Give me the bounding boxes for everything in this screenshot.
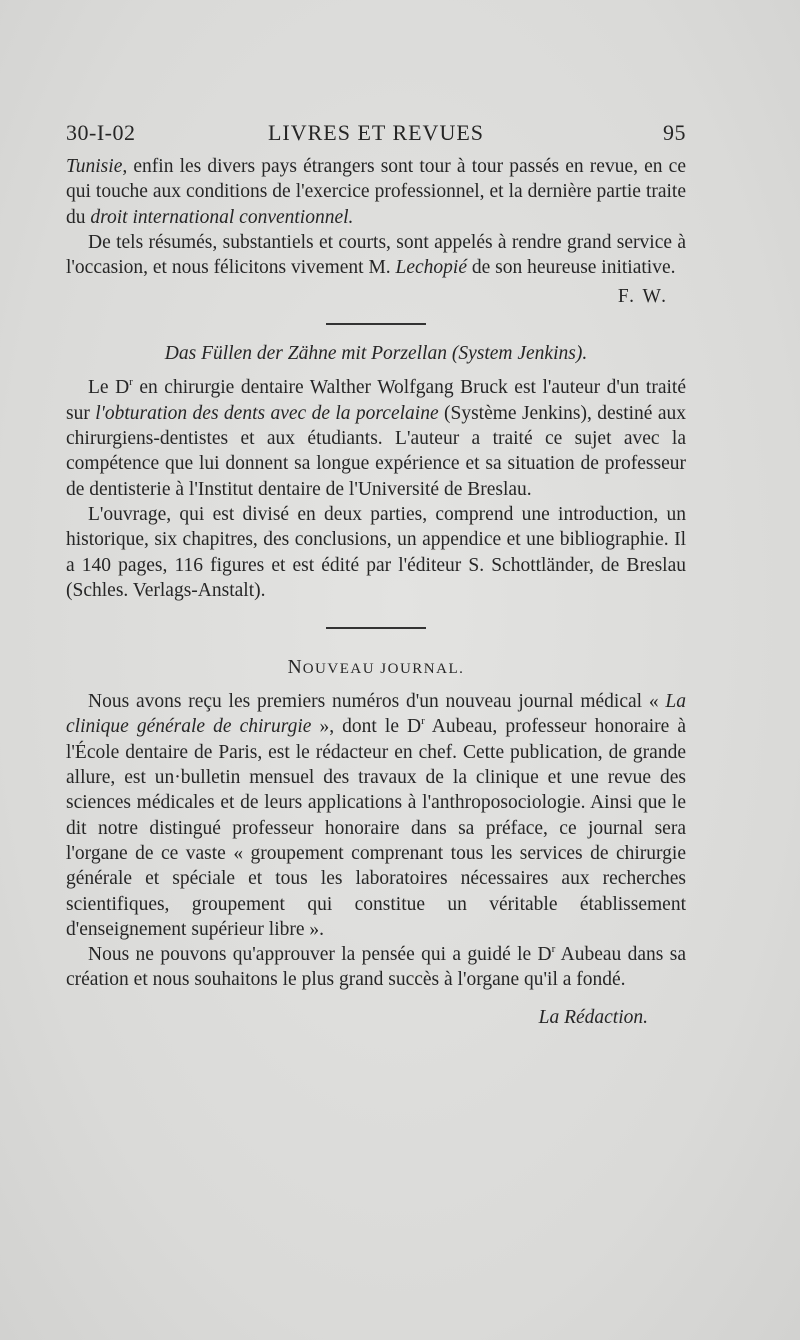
section-title — [66, 341, 686, 366]
running-header — [66, 120, 686, 154]
paragraph-text: Aubeau, professeur honoraire à l'École dentaire de Paris, est le rédacteur en chef. Cette publication, de grande allure, est un·bulletin mensuel des travaux de la clinique et une revue des sciences médicales et de leurs applications à l'anthroposociologie. Ainsi que le dit notre distingué professeur honoraire dans sa préface, ce journal sera l'organe de ce vaste « groupement comprenant tous les services de chirurgie générale et spéciale et tous les laboratoires nécessaires aux recherches scientifiques, groupement qui constitue un véritable établissement d'enseignement supérieur libre ». — [66, 716, 687, 940]
paragraph-text: en chirurgie dentaire Walther Wolfgang Bruck est l'auteur d'un traité sur — [66, 377, 686, 424]
header-date: 30-I-02 — [66, 120, 136, 145]
paragraph-text: Nous avons reçu les premiers numéros d'un nouveau journal médical « — [88, 691, 666, 713]
paragraph-text: enfin les divers pays étrangers sont tour à tour passés en revue, en ce qui touche aux conditions de l'exercice professionnel, et la dernière partie traite du — [66, 156, 686, 228]
paragraph-text: », dont le D — [311, 716, 422, 738]
paragraph-text: Le D — [88, 377, 130, 399]
italic-name: Lechopié — [395, 257, 468, 279]
paragraph-text: de son heureuse initiative. — [467, 257, 676, 279]
paragraph — [66, 154, 686, 230]
paragraph-text: De tels résumés, substantiels et courts, sont appelés à rendre grand service à l'occasion, et nous félicitons vivement M. — [66, 231, 686, 279]
section-divider — [326, 627, 426, 629]
text-column — [66, 120, 686, 1030]
paragraph — [66, 689, 686, 942]
paragraph — [66, 230, 686, 281]
paragraph-text: (Système Jenkins), destiné aux chirurgiens-dentistes et aux étudiants. L'auteur a traité ce sujet avec la compétence que lui donnent sa longue expérience et sa situation de professeur de dentisterie à l'Institut dentaire de l'Université de Breslau. — [66, 402, 686, 500]
section-title — [66, 655, 686, 682]
page-number: 95 — [663, 120, 686, 145]
paragraph-text: Nous ne pouvons qu'approuver la pensée qui a guidé le D — [88, 944, 552, 966]
title-subtext: (System Jenkins). — [451, 343, 588, 365]
paragraph-text: Aubeau dans sa création et nous souhaitons le plus grand succès à l'organe qu'il a fondé. — [66, 944, 686, 991]
title-initial: N — [287, 657, 303, 679]
title-text: Das Füllen der Zähne mit Porzellan — [164, 343, 447, 365]
superscript: r — [551, 943, 556, 956]
paragraph — [66, 375, 686, 501]
signature: La Rédaction. — [538, 1006, 648, 1028]
signature: F. W. — [617, 286, 668, 308]
superscript: r — [421, 715, 425, 728]
superscript: r — [129, 376, 133, 389]
paragraph — [66, 942, 686, 993]
italic-text: Tunisie, — [66, 156, 128, 177]
italic-text: La clinique générale de chirurgie — [66, 691, 686, 738]
italic-text: droit international conventionnel. — [90, 206, 354, 228]
section-divider — [326, 323, 426, 325]
italic-text: l'obturation des dents avec de la porcelaine — [95, 402, 439, 424]
paragraph: L'ouvrage, qui est divisé en deux parties, comprend une introduction, un historique, six chapitres, des conclusions, un appendice et une bibliographie. Il a 140 pages, 116 figures et est édité par l'éditeur S. Schottländer, de Breslau (Schles. Verlags-Anstalt). — [66, 503, 686, 601]
header-section-title: LIVRES ET REVUES — [267, 120, 485, 145]
title-text: OUVEAU JOURNAL. — [302, 661, 465, 678]
